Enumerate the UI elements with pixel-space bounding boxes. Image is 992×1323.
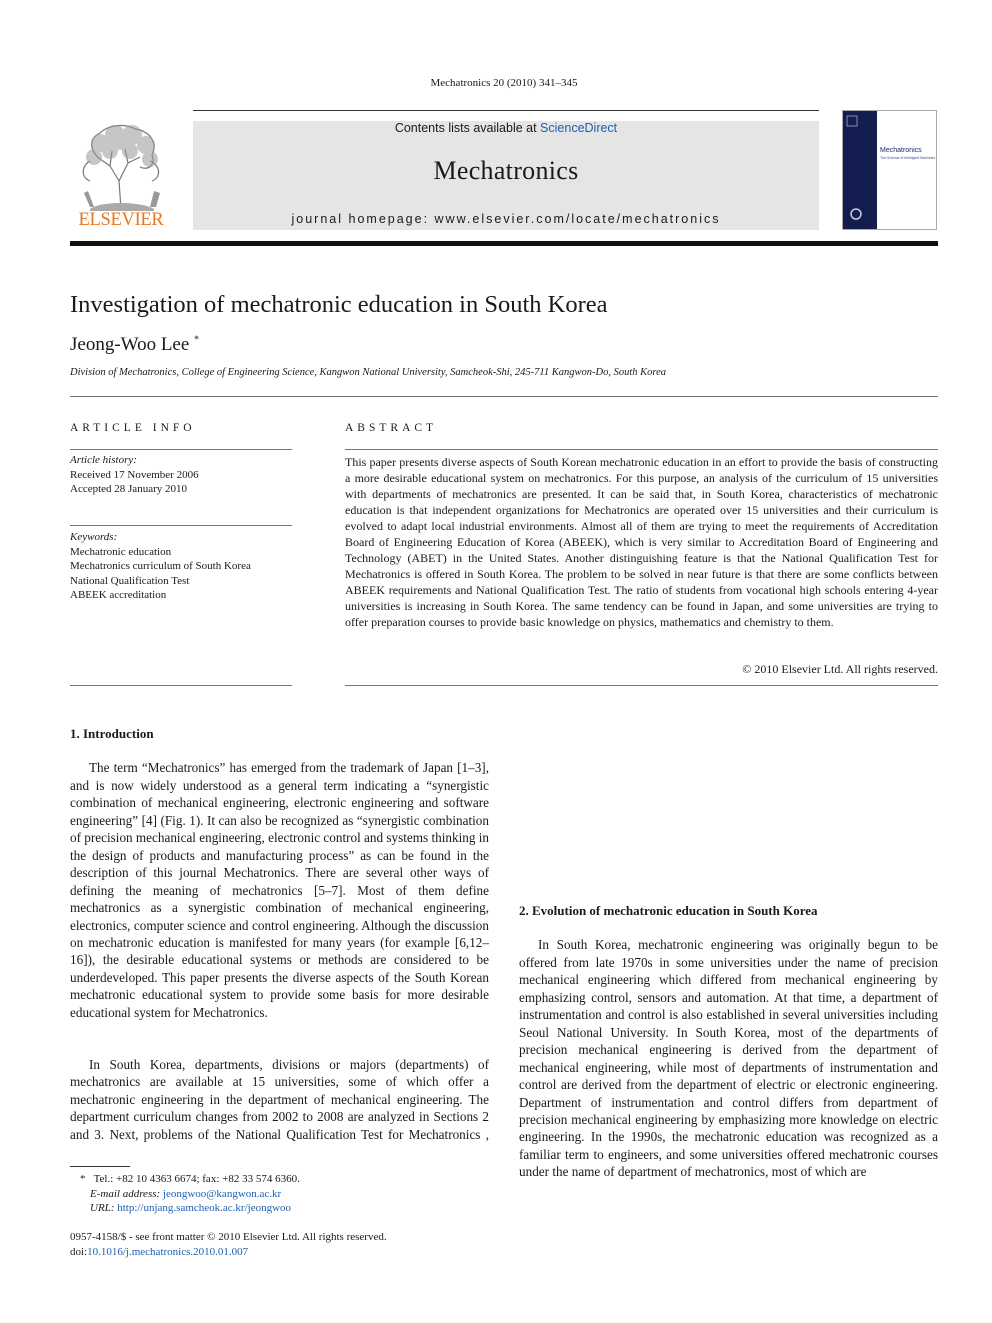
heading-spacer xyxy=(519,919,938,936)
left-column xyxy=(70,725,489,1021)
email-link[interactable]: jeongwoo@kangwon.ac.kr xyxy=(162,1187,282,1200)
abstract-text: This paper presents diverse aspects of South Korean mechatronic education in an effort to provide the basis of constructing a more desirable educational system on mechatronics. For this purpose, an analysis of the curriculum of 15 universities with departments of mechatronics are presented. It can be said that, in South Korea, characteristics of mechatronic education is that independent organizations for Mechatronics are operated over 15 universities and their curriculum is evolved to adapt local industrial environments. Almost all of them are trying to meet the requirements of Accreditation Board of Engineering Education of Korea (ABEEK), which is very similar to Accreditation Board of Engineering and Technology (ABET) in the United States. Another distinguishing feature is that the National Qualification Test for Mechatronics is offered in South Korea. The problem to be solved in near future is that there are some conflicts between ABEEK requirements and National Qualification Test. The ratio of students from vocational high schools entering 4-year universities is increasing in South Korea. The same tendency can be found in Japan, and some universities are trying to offer preparation courses to provide basic knowledge on physics, mathematics and chemistry to them. xyxy=(345,455,938,629)
article-title: Investigation of mechatronic education in South Korea xyxy=(70,291,608,318)
abstract-copyright: © 2010 Elsevier Ltd. All rights reserved. xyxy=(742,662,938,676)
homepage-link[interactable]: http://unjang.samcheok.ac.kr/jeongwoo xyxy=(117,1202,292,1214)
keyword: National Qualification Test xyxy=(70,574,190,587)
footnote-rule xyxy=(70,1166,130,1167)
doi-line xyxy=(70,1245,570,1260)
affiliation: Division of Mechatronics, College of Engineering Science, Kangwon National University, Samcheok-Shi, 245-711 Kangwon-Do, South Korea xyxy=(70,367,666,378)
heading-spacer xyxy=(70,742,489,759)
article-info-rule xyxy=(70,449,292,450)
footnote-mark: * xyxy=(80,1173,86,1185)
author-footnote-mark[interactable]: * xyxy=(194,334,200,346)
journal-name: Mechatronics xyxy=(433,156,579,185)
header-rule xyxy=(193,110,819,111)
email-label: E-mail address: xyxy=(90,1187,161,1200)
contents-line xyxy=(193,121,819,135)
elsevier-wordmark: ELSEVIER xyxy=(78,210,164,230)
right-column-section-2 xyxy=(519,902,938,1181)
abstract-label: ABSTRACT xyxy=(345,422,438,434)
intro-paragraph-1: The term “Mechatronics” has emerged from the trademark of Japan [1–3], and is now widely understood as a general term indicating a “synergistic combination of mechanical engineering, electronic engineering and software engineering” [4] (Fig. 1). It can also be recognized as “synergistic combination of precision mechanical engineering, electronic control and systems thinking in the design of products and manufacturing process” as can be found in the description of this journal Mechatronics. There are several other ways of defining the meaning of mechatronics [5–7]. Most of them define mechatronics as a synergistic combination of mechanical engineering, electronics, computer science and control engineering. Although the discussion on mechatronic education is manifested for many years (for example [6,12–16]), the desirable educational systems or methods are considered to be underdeveloped. This paper presents the diverse aspects of the South Korean mechatronic educational system to provide some basis for more desirable educational system for Mechatronics. xyxy=(70,760,489,1020)
intro-paragraph-2-part-a xyxy=(70,1056,489,1143)
journal-homepage[interactable]: journal homepage: www.elsevier.com/locate/mechatronics xyxy=(291,212,721,226)
url-label: URL: xyxy=(90,1202,115,1214)
accepted-date: Accepted 28 January 2010 xyxy=(70,483,187,495)
keywords-label: Keywords: xyxy=(70,531,118,543)
doi-link[interactable]: 10.1016/j.mechatronics.2010.01.007 xyxy=(87,1245,249,1258)
footnote-tel: Tel.: +82 10 4363 6674; fax: +82 33 574 6360. xyxy=(93,1173,300,1185)
section-2-paragraph-1: In South Korea, mechatronic engineering was originally begun to be offered from late 1970s in some universities under the name of precision mechanical engineering which differed from mechanical engineering by emphasizing control, sensors and automation. At that time, a department of instrumentation and control is also established in several universities including Seoul National University. In South Korea, most of the departments of precision mechanical engineering is derived from the department of mechanical engineering, while most of departments of instrumentation and control are derived from the department of electric or electronic engineering. Department of instrumentation and control differs from department of precision mechanical engineering by emphasizing more knowledge on electric engineering. In the 1990s, the mechatronic education was recognized as a familiar term to engineers, and some universities offered mechatronic courses under the name of department of mechatronics, most of which are xyxy=(519,937,938,1180)
section-2-heading: 2. Evolution of mechatronic education in South Korea xyxy=(519,903,818,918)
cover-publisher-icon xyxy=(847,207,865,221)
header-thick-rule xyxy=(70,241,938,246)
cover-subtitle: The Science of Intelligent Machines xyxy=(880,156,936,160)
article-info-bottom-rule xyxy=(70,685,292,686)
author-line xyxy=(70,334,199,356)
author-name: Jeong-Woo Lee xyxy=(70,334,190,355)
author-footnote xyxy=(70,1172,489,1216)
keywords-block xyxy=(70,530,251,603)
doi-prefix: doi: xyxy=(70,1245,88,1258)
sciencedirect-link[interactable]: ScienceDirect xyxy=(540,121,618,135)
keyword: Mechatronics curriculum of South Korea xyxy=(70,560,251,572)
abstract-rule xyxy=(345,449,938,450)
issn-line: 0957-4158/$ - see front matter © 2010 Elsevier Ltd. All rights reserved. xyxy=(70,1231,387,1243)
journal-cover-thumbnail xyxy=(842,110,937,230)
journal-reference: Mechatronics 20 (2010) 341–345 xyxy=(430,77,578,89)
title-divider xyxy=(70,396,938,397)
article-info-label: ARTICLE INFO xyxy=(70,422,196,434)
contents-prefix: Contents lists available at xyxy=(394,121,541,135)
abstract-bottom-rule xyxy=(345,685,938,686)
article-history xyxy=(70,453,199,497)
received-date: Received 17 November 2006 xyxy=(70,468,199,481)
history-label: Article history: xyxy=(70,454,137,466)
cover-title: Mechatronics xyxy=(880,147,922,154)
front-matter xyxy=(70,1230,570,1259)
keywords-rule xyxy=(70,525,292,526)
intro-paragraph-2: In South Korea, departments, divisions or majors (departments) of mechatronics are available at 15 universities, some of which offer a mechatronic engineering in the department of mechanical engineering. The department curriculum changes from 2002 to 2008 are analyzed in Sections 2 and 3. Next, problems of the National Qualification Test for Mechatronics , xyxy=(70,1057,489,1142)
section-1-heading: 1. Introduction xyxy=(70,726,154,741)
keyword: ABEEK accreditation xyxy=(70,589,167,601)
cover-emblem-icon xyxy=(846,115,858,127)
intro-paragraph-2-part-b xyxy=(519,725,938,865)
keyword: Mechatronic education xyxy=(70,545,172,558)
